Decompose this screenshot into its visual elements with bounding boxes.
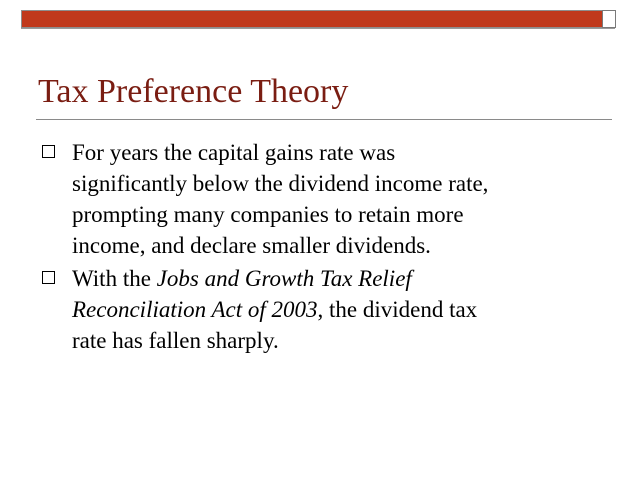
header-accent-square (602, 10, 616, 28)
slide-title: Tax Preference Theory (38, 73, 349, 110)
bullet-list (36, 137, 616, 358)
header-accent-underline (21, 28, 615, 29)
hollow-square-icon (42, 145, 55, 158)
bullet-text: With the (72, 266, 157, 291)
bullet-line: income, and declare smaller dividends. (72, 233, 431, 258)
act-name-text: Jobs and Growth Tax Relief (156, 266, 412, 291)
header-accent-bar (21, 10, 613, 28)
bullet-line: rate has fallen sharply. (72, 328, 279, 353)
bullet-item (36, 263, 616, 356)
hollow-square-icon (42, 271, 55, 284)
bullet-line: significantly below the dividend income rate, (72, 171, 489, 196)
bullet-line: For years the capital gains rate was (72, 140, 396, 165)
bullet-item (36, 137, 616, 261)
bullet-line (72, 294, 616, 325)
bullet-text: , the dividend tax (317, 297, 478, 322)
bullet-line: prompting many companies to retain more (72, 202, 464, 227)
act-name-text: Reconciliation Act of 2003 (72, 297, 318, 322)
bullet-line (72, 263, 616, 294)
title-divider (36, 119, 612, 120)
